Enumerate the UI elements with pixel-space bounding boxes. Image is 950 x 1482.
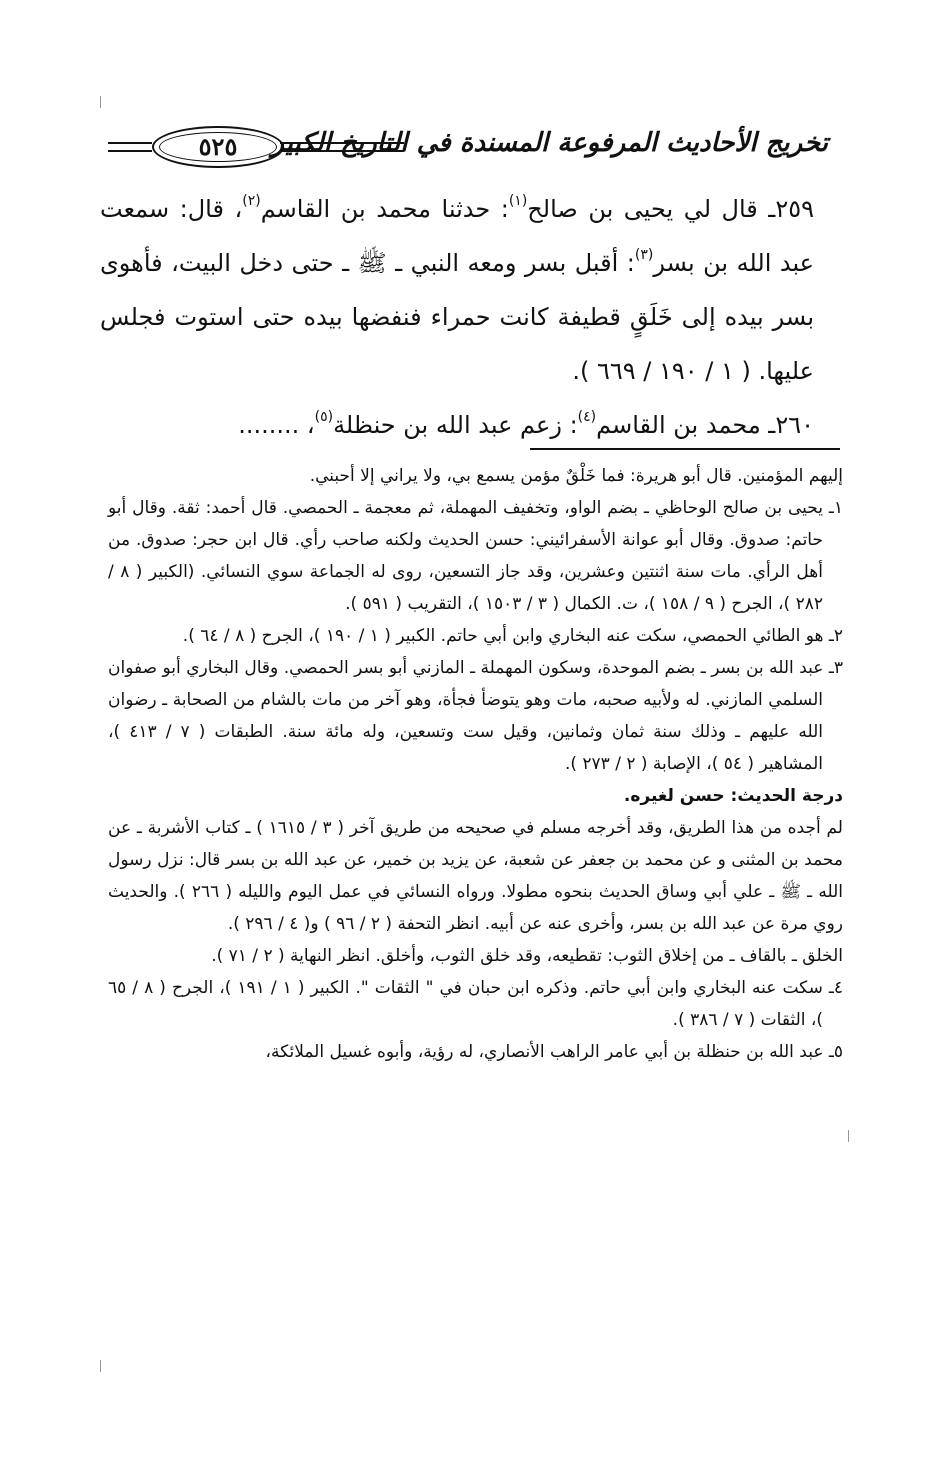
header-rule-left [108,142,152,152]
footnote-ref-3[interactable]: (٣) [634,247,654,263]
running-title: تخريج الأحاديث المرفوعة المسندة في التاريخ الكبير [271,128,828,158]
footnote-2: ٢ـ هو الطائي الحمصي، سكت عنه البخاري وابن أبي حاتم. الكبير ( ١ / ١٩٠ )، الجرح ( ٨ / ٦٤ ). [182,626,843,646]
crop-mark [100,96,101,108]
hadith-260-part: ، ........ [238,411,315,439]
hadith-260-part: ٢٦٠ـ محمد بن القاسم [596,411,814,439]
page-header [108,120,828,170]
footnote-carryover: إليهم المؤمنين. قال أبو هريرة: فما خَلْقٌ مؤمن يسمع بي، ولا يراني إلا أحبني. [309,466,843,486]
footnote-4: ٤ـ سكت عنه البخاري وابن أبي حاتم. وذكره ابن حبان في " الثقات ". الكبير ( ١ / ١٩١ )، الجرح ( ٨ / ٦٥ )، الثقات ( ٧ / ٣٨٦ ). [108,978,843,1030]
takhrij-note: لم أجده من هذا الطريق، وقد أخرجه مسلم في صحيحه من طريق آخر ( ٣ / ١٦١٥ ) ـ كتاب الأشربة ـ عن محمد بن المثنى و عن محمد بن جعفر عن شعبة، عن يزيد بن خمير، عن عبد الله بن بسر قال: نزل رسول الله ـ ﷺ ـ علي أبي وساق الحديث بنحوه مطولا. ورواه النسائي في عمل اليوم والليله ( ٢٦٦ ). والحديث روي مرة عن عبد الله بن بسر، وأخرى عنه عن أبيه. انظر التحفة ( ٢ / ٩٦ ) و( ٤ / ٢٩٦ ). [108,818,843,934]
crop-mark [100,1360,101,1372]
footnote-5: ٥ـ عبد الله بن حنظلة بن أبي عامر الراهب الأنصاري، له رؤية، وأبوه غسيل الملائكة، [265,1042,843,1062]
hadith-259-part: : حدثنا محمد بن القاسم [260,195,509,223]
hadith-260-part: : زعم عبد الله بن حنظلة [333,411,578,439]
footnote-ref-1[interactable]: (١) [508,193,528,209]
hadith-259 [100,182,840,398]
footnote-ref-2[interactable]: (٢) [242,193,261,209]
page-number-badge [152,126,284,168]
hadith-grade: درجة الحديث: حسن لغيره. [623,786,843,806]
page-number: ٥٢٥ [198,131,238,161]
footnotes [108,460,843,1068]
hadith-259-part: ، قال: سمعت عبد الله بن بسر [100,195,815,277]
hadith-260 [100,398,840,452]
footnote-ref-5[interactable]: (٥) [314,409,334,425]
footnote-separator [530,448,840,450]
hadith-259-part: ٢٥٩ـ قال لي يحيى بن صالح [527,195,814,223]
hadith-text [100,182,840,452]
hadith-259-part: : أقبل بسر ومعه النبي ـ ﷺ ـ حتى دخل البيت، فأهوى بسر بيده إلى خَلَقٍ قطيفة كانت حمراء فنفضها بيده حتى استوت فجلس عليها. ( ١ / ١٩٠ / ٦٦٩ ). [100,249,814,385]
footnote-ref-4[interactable]: (٤) [577,409,597,425]
khalaq-definition: الخلق ـ بالقاف ـ من إخلاق الثوب: تقطيعه، وقد خلق الثوب، وأخلق. انظر النهاية ( ٢ / ٧١ ). [211,946,843,966]
crop-mark [848,1130,849,1142]
footnote-3: ٣ـ عبد الله بن بسر ـ بضم الموحدة، وسكون المهملة ـ المازني أبو بسر الحمصي. وقال البخاري أبو صفوان السلمي المازني. له ولأبيه صحبه، مات وهو يتوضأ فجأة، وهو آخر من مات بالشام من الصحابة ـ رضوان الله عليهم ـ وذلك سنة ثمان وثمانين، وقيل ست وتسعين، وله مائة سنة. الطبقات ( ٧ / ٤١٣ )، المشاهير ( ٥٤ )، الإصابة ( ٢ / ٢٧٣ ). [108,658,843,774]
footnote-1: ١ـ يحيى بن صالح الوحاظي ـ بضم الواو، وتخفيف المهملة، ثم معجمة ـ الحمصي. قال أحمد: ثقة. وقال أبو حاتم: صدوق. وقال أبو عوانة الأسفرائيني: حسن الحديث ولكنه صاحب رأي. قال ابن حجر: صدوق. من أهل الرأي. مات سنة اثنتين وعشرين، وقد جاز التسعين، روى له الجماعة سوي النسائي. (الكبير ( ٨ / ٢٨٢ )، الجرح ( ٩ / ١٥٨ )، ت. الكمال ( ٣ / ١٥٠٣ )، التقريب ( ٥٩١ ). [108,498,843,614]
